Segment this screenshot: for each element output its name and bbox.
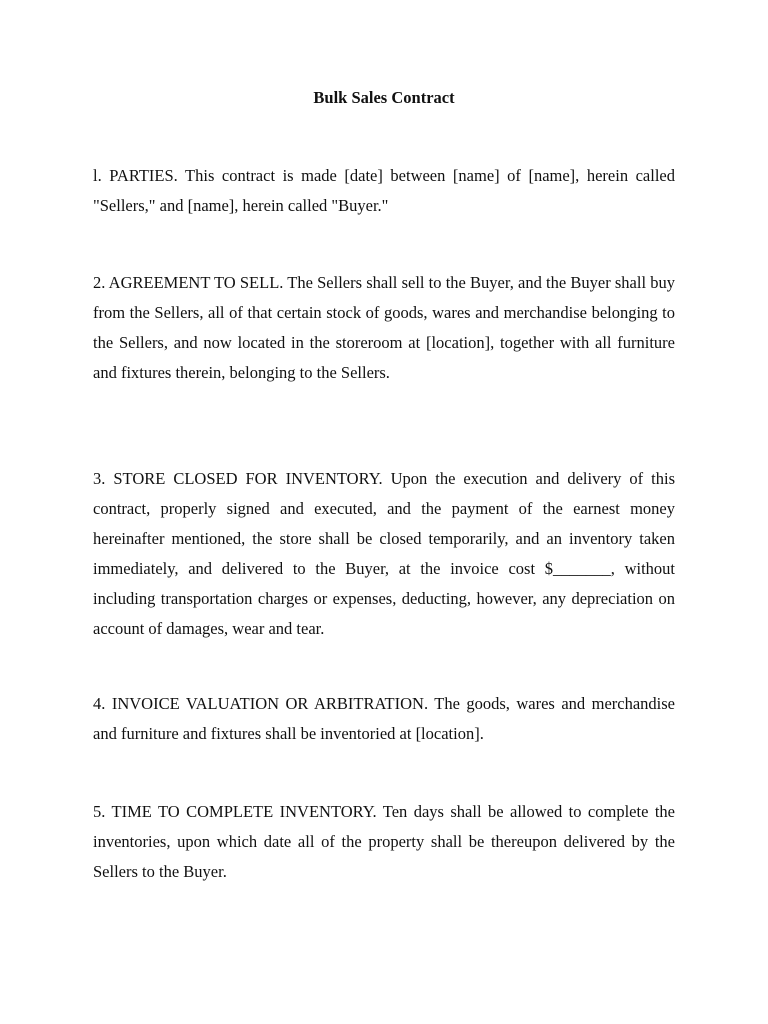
paragraph-store-closed: 3. STORE CLOSED FOR INVENTORY. Upon the execution and delivery of this contract, properly signed and executed, and the payment of the earnest money hereinafter mentioned, the store shall be closed temporarily, and an inventory taken immediately, and delivered to the Buyer, at the invoice cost $_______, without including transportation charges or expenses, deducting, however, any depreciation on account of damages, wear and tear.: [93, 469, 675, 638]
paragraph-time-to-complete: 5. TIME TO COMPLETE INVENTORY. Ten days shall be allowed to complete the inventories, upon which date all of the property shall be thereupon delivered by the Sellers to the Buyer.: [93, 802, 675, 881]
document-title: Bulk Sales Contract: [313, 88, 455, 107]
paragraph-agreement-to-sell: 2. AGREEMENT TO SELL. The Sellers shall sell to the Buyer, and the Buyer shall buy from the Sellers, all of that certain stock of goods, wares and merchandise belonging to the Sellers, and now located in the storeroom at [location], together with all furniture and fixtures therein, belonging to the Sellers.: [93, 273, 675, 382]
paragraph-parties: l. PARTIES. This contract is made [date] between [name] of [name], herein called "Sellers," and [name], herein called "Buyer.": [93, 166, 675, 215]
paragraph-invoice-valuation: 4. INVOICE VALUATION OR ARBITRATION. The goods, wares and merchandise and furniture and fixtures shall be inventoried at [location].: [93, 694, 675, 743]
